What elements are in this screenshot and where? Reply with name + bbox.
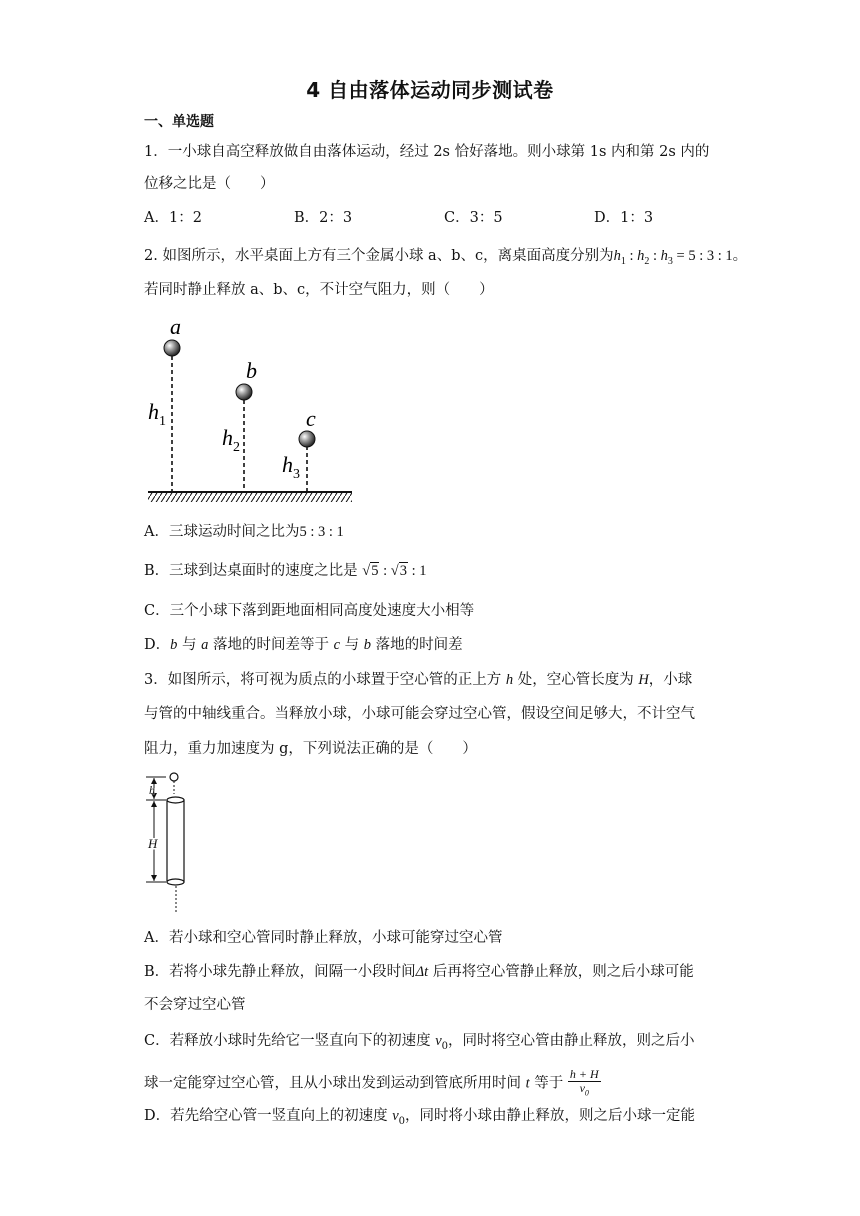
question-1-line-1: 1．一小球自高空释放做自由落体运动，经过 2s 恰好落地。则小球第 1s 内和第 2s 内的 <box>144 144 710 160</box>
question-3-line-3: 阻力，重力加速度为 g，下列说法正确的是（ ） <box>144 741 477 757</box>
fraction: $\frac{h + H}{v_0}$ <box>569 1067 599 1098</box>
question-1-option-c: C．3：5 <box>444 210 503 226</box>
question-1-option-a: A．1：2 <box>144 210 202 226</box>
question-2-line-1: 2. 如图所示，水平桌面上方有三个金属小球 a、b、c，离桌面高度分别为$h_1$ : $h_2$ : $h_3 = 5$ : 3 : 1。 <box>144 248 748 267</box>
ball-c <box>299 431 315 447</box>
question-3-line-1: 3．如图所示，将可视为质点的小球置于空心管的正上方 h 处，空心管长度为 H，小球 <box>144 672 693 688</box>
label-h3: $h_3$ <box>282 452 300 482</box>
question-2-option-c: C．三个小球下落到距地面相同高度处速度大小相等 <box>144 603 475 619</box>
question-1-line-2: 位移之比是（ ） <box>144 176 275 192</box>
section-heading: 一、单选题 <box>144 114 214 130</box>
question-3-option-c-line-2: 球一定能穿过空心管，且从小球出发到运动到管底所用时间 t 等于 $\frac{h + H}{v_0}$ <box>144 1067 599 1098</box>
label-h1: $h_1$ <box>148 399 166 429</box>
question-1-option-d: D．1：3 <box>594 210 654 226</box>
question-2-line-2: 若同时静止释放 a、b、c，不计空气阻力，则（ ） <box>144 282 494 298</box>
label-h2: $h_2$ <box>222 425 240 455</box>
question-2-option-a: A．三球运动时间之比为5 : 3 : 1 <box>144 524 344 540</box>
question-3-option-d-line-1: D．若先给空心管一竖直向上的初速度 $v_0$，同时将小球由静止释放，则之后小球一定能 <box>144 1108 696 1127</box>
question-3-figure <box>140 768 200 918</box>
small-ball <box>170 773 178 781</box>
ball-a <box>164 340 180 356</box>
label-H: H <box>148 836 158 851</box>
question-2-ratio: $h_1$ : $h_2$ : $h_3 = 5$ : 3 : 1 <box>613 248 733 267</box>
hollow-tube <box>167 800 184 882</box>
question-2-option-d: D．b 与 a 落地的时间差等于 c 与 b 落地的时间差 <box>144 637 463 653</box>
label-b: b <box>246 358 257 383</box>
question-2-text: 2. 如图所示，水平桌面上方有三个金属小球 a、b、c，离桌面高度分别为 <box>144 248 614 264</box>
question-1-option-b: B．2：3 <box>294 210 353 226</box>
label-a: a <box>170 314 181 339</box>
question-3-option-b-line-2: 不会穿过空心管 <box>144 997 246 1013</box>
question-3-option-a: A．若小球和空心管同时静止释放，小球可能穿过空心管 <box>144 930 503 946</box>
question-3-option-c-line-1: C．若释放小球时先给它一竖直向下的初速度 $v_0$，同时将空心管由静止释放，则之后小 <box>144 1033 695 1052</box>
label-h: h <box>149 783 155 797</box>
question-2-figure <box>140 312 360 512</box>
question-2-option-b: B．三球到达桌面时的速度之比是 √5 : √3 : 1 <box>144 563 427 579</box>
ball-b <box>236 384 252 400</box>
page-title: 4 自由落体运动同步测试卷 <box>306 78 554 102</box>
label-c: c <box>306 406 316 431</box>
question-3-option-b-line-1: B．若将小球先静止释放，间隔一小段时间Δt 后再将空心管静止释放，则之后小球可能 <box>144 964 694 980</box>
question-3-line-2: 与管的中轴线重合。当释放小球，小球可能会穿过空心管，假设空间足够大，不计空气 <box>144 706 695 722</box>
